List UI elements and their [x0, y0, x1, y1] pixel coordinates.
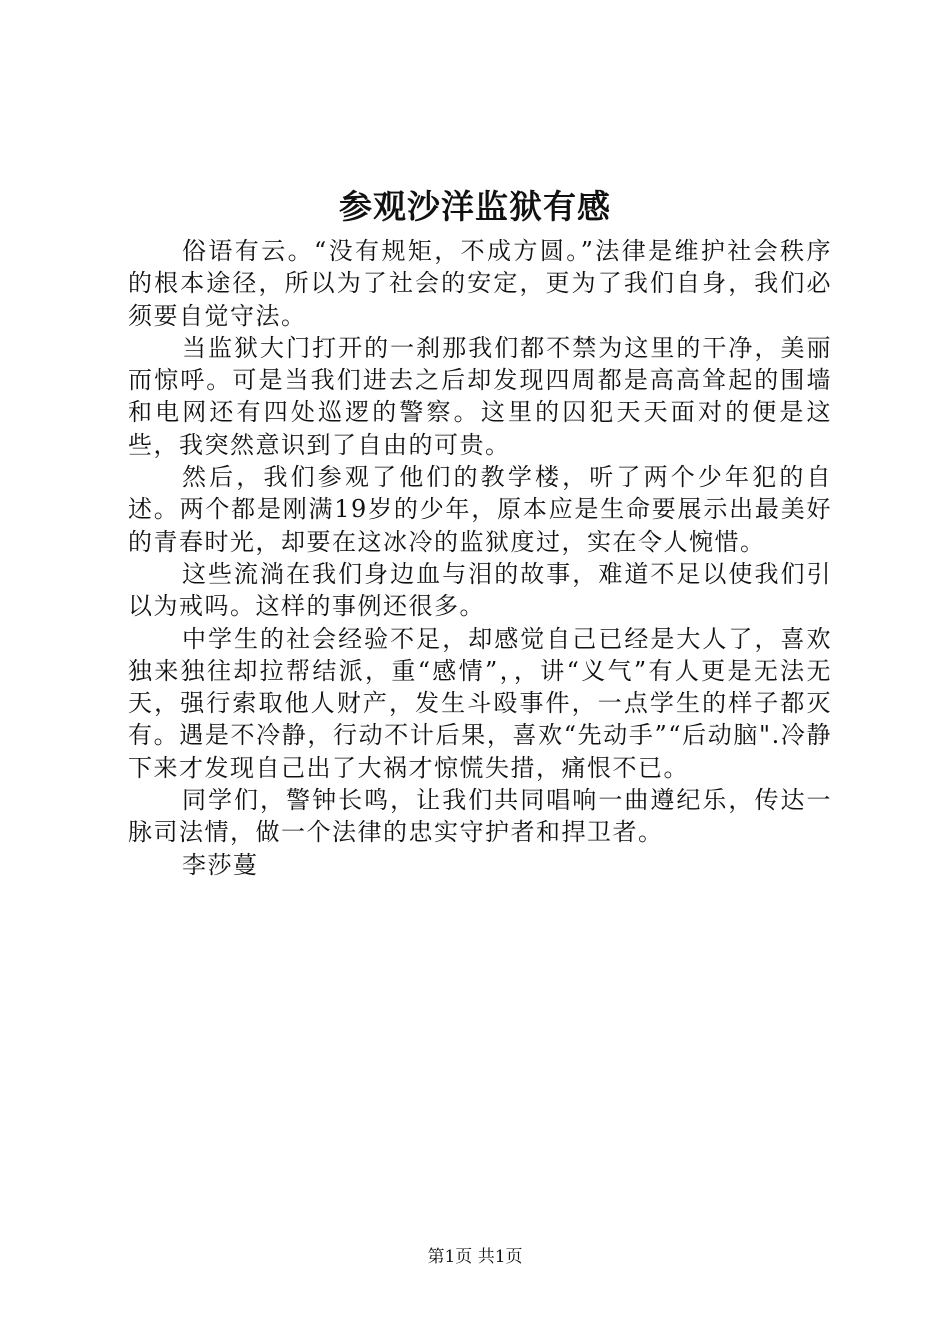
paragraph-3: 然后，我们参观了他们的教学楼，听了两个少年犯的自述。两个都是刚满19岁的少年，原本应是生命要展示出最美好的青春时光，却要在这冰冷的监狱度过，实在令人惋惜。 [128, 463, 832, 556]
paragraph-5: 中学生的社会经验不足，却感觉自己已经是大人了，喜欢独来独往却拉帮结派，重“感情”，，讲“义气”有人更是无法无天，强行索取他人财产，发生斗殴事件，一点学生的样子都灭有。遇是不冷静，行动不计后果，喜欢“先动手”“后动脑".冷静下来才发现自己出了大祸才惊慌失措，痛恨不已。 [128, 624, 832, 782]
paragraph-1: 俗语有云。“没有规矩，不成方圆。”法律是维护社会秩序的根本途径，所以为了社会的安定，更为了我们自身，我们必须要自觉守法。 [128, 237, 832, 330]
paragraph-2: 当监狱大门打开的一刹那我们都不禁为这里的干净，美丽而惊呼。可是当我们进去之后却发现四周都是高高耸起的围墙和电网还有四处巡逻的警察。这里的囚犯天天面对的便是这些，我突然意识到了自由的可贵。 [128, 333, 832, 459]
document-body [128, 235, 832, 881]
author-name: 李莎蔓 [182, 850, 259, 879]
document-title: 参观沙洋监狱有感 [339, 187, 611, 226]
paragraph-6: 同学们，警钟长鸣，让我们共同唱响一曲遵纪乐，传达一脉司法情，做一个法律的忠实守护者和捍卫者。 [128, 786, 832, 847]
paragraph-4: 这些流淌在我们身边血与泪的故事，难道不足以使我们引以为戒吗。这样的事例还很多。 [128, 559, 832, 621]
page-number-footer: 第1页 共1页 [427, 1247, 523, 1267]
